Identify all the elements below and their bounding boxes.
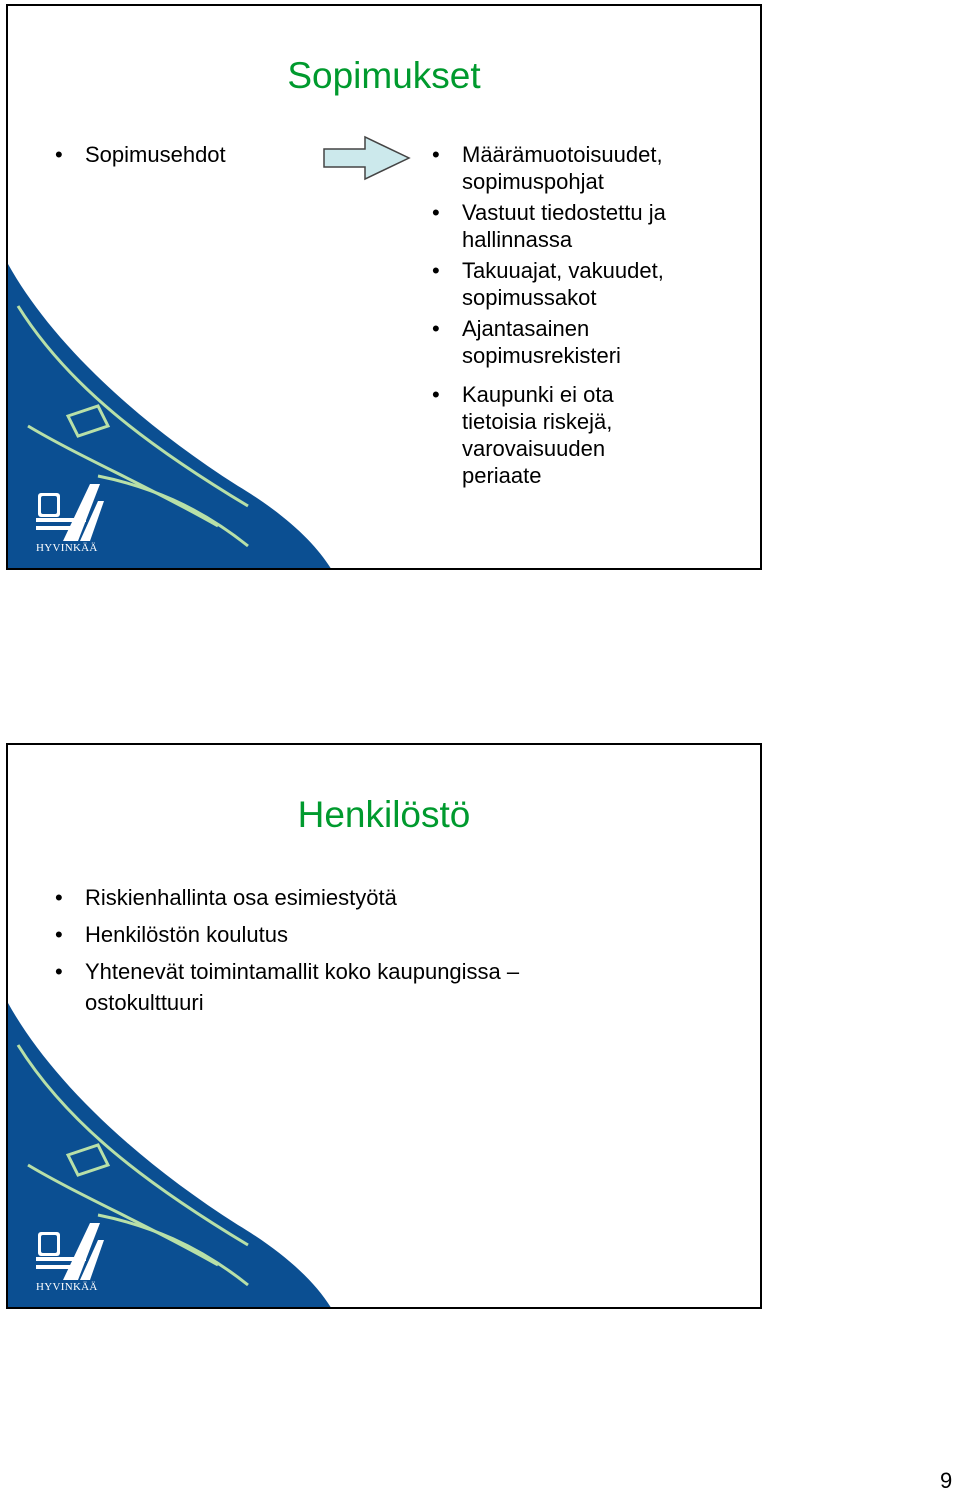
bullet-item: • Yhtenevät toimintamallit koko kaupungissa – ostokulttuuri xyxy=(55,959,520,1015)
bullet-item: • Kaupunki ei ota tietoisia riskejä, varovaisuuden periaate xyxy=(432,382,614,488)
bullet-item: • Henkilöstön koulutus xyxy=(55,922,289,947)
logo-text: HYVINKÄÄ xyxy=(36,542,98,554)
slide-henkilosto xyxy=(6,743,762,1309)
bullet-item: • Riskienhallinta osa esimiestyötä xyxy=(55,885,397,910)
slide-title: Henkilöstö xyxy=(297,794,471,835)
bullet-item: • Ajantasainen sopimusrekisteri xyxy=(432,316,621,368)
bullet-list xyxy=(55,882,595,1018)
bullet-item: • Takuuajat, vakuudet, sopimussakot xyxy=(432,258,664,310)
bullet-item: • Määrämuotoisuudet, sopimuspohjat xyxy=(432,142,663,194)
right-bullet-list xyxy=(432,141,722,489)
arrow-right-icon xyxy=(324,137,409,179)
bullet-item: • Vastuut tiedostettu ja hallinnassa xyxy=(432,200,666,252)
left-bullet-list xyxy=(55,141,295,168)
bullet-item: • Sopimusehdot xyxy=(55,142,226,167)
logo-text: HYVINKÄÄ xyxy=(36,1281,98,1293)
page-number: 9 xyxy=(940,1468,953,1493)
slide-title: Sopimukset xyxy=(287,55,481,96)
slide-sopimukset xyxy=(6,4,762,570)
